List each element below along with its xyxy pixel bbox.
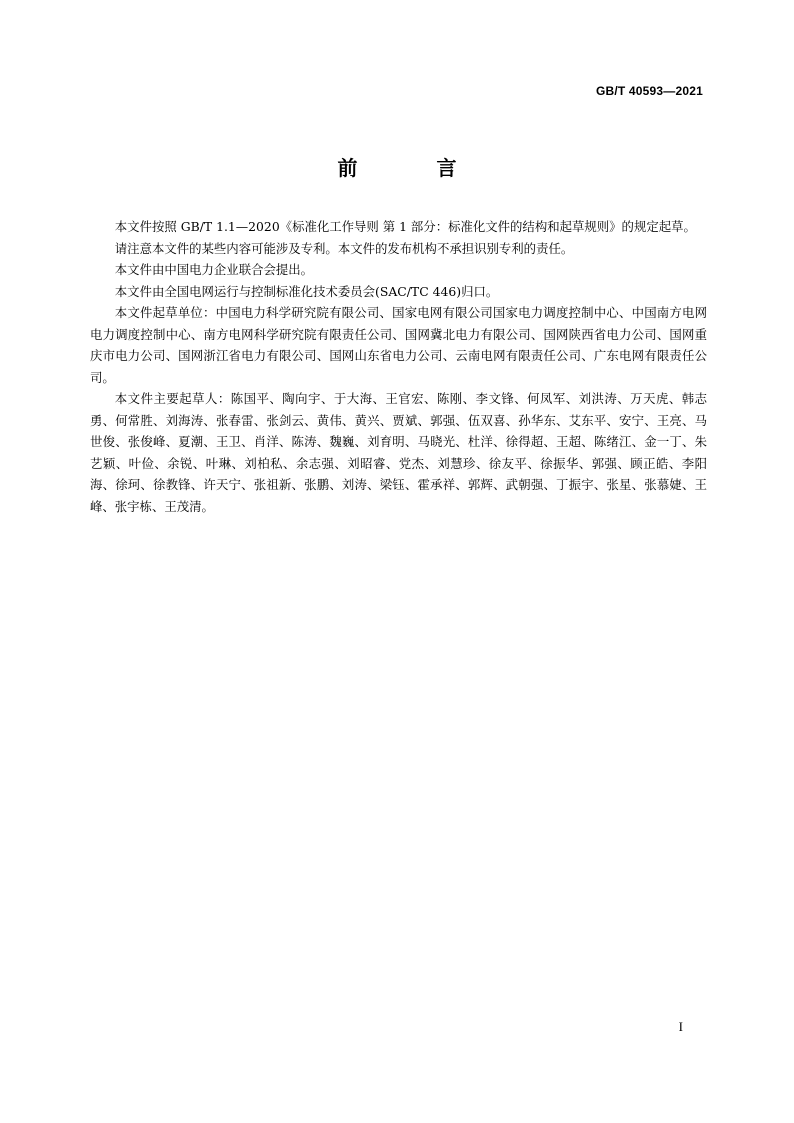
paragraph-proposer: 本文件由中国电力企业联合会提出。 bbox=[114, 262, 314, 277]
foreword-body bbox=[90, 216, 707, 517]
paragraph-drafting-rules: 本文件按照 GB/T 1.1—2020《标准化工作导则 第 1 部分：标准化文件的结构和起草规则》的规定起草。 bbox=[114, 219, 696, 234]
page-title: 前 言 bbox=[337, 156, 493, 180]
paragraph-drafters: 本文件主要起草人：陈国平、陶向宇、于大海、王官宏、陈刚、李文锋、何凤军、刘洪涛、万天虎、韩志勇、何常胜、刘海涛、张春雷、张剑云、黄伟、黄兴、贾斌、郭强、伍双喜、孙华东、艾东平、安宁、王亮、马世俊、张俊峰、夏潮、王卫、肖洋、陈涛、魏巍、刘育明、马晓光、杜洋、徐得超、王超、陈绪江、金一丁、朱艺颖、叶俭、余锐、叶琳、刘柏私、余志强、刘昭睿、党杰、刘慧珍、徐友平、徐振华、郭强、顾正皓、李阳海、徐珂、徐教锋、许天宁、张祖新、张鹏、刘涛、梁钰、霍承祥、郭辉、武朝强、丁振宇、张星、张慕婕、王峰、张宇栋、王茂清。 bbox=[90, 391, 707, 514]
paragraph-drafting-units: 本文件起草单位：中国电力科学研究院有限公司、国家电网有限公司国家电力调度控制中心、中国南方电网电力调度控制中心、南方电网科学研究院有限责任公司、国网冀北电力有限公司、国网陕西省电力公司、国网重庆市电力公司、国网浙江省电力有限公司、国网山东省电力公司、云南电网有限责任公司、广东电网有限责任公司。 bbox=[90, 305, 707, 385]
paragraph-patent-notice: 请注意本文件的某些内容可能涉及专利。本文件的发布机构不承担识别专利的责任。 bbox=[114, 240, 574, 256]
document-code: GB/T 40593—2021 bbox=[595, 84, 703, 98]
paragraph-administrator: 本文件由全国电网运行与控制标准化技术委员会(SAC/TC 446)归口。 bbox=[114, 283, 499, 299]
page-number: I bbox=[678, 1019, 683, 1034]
